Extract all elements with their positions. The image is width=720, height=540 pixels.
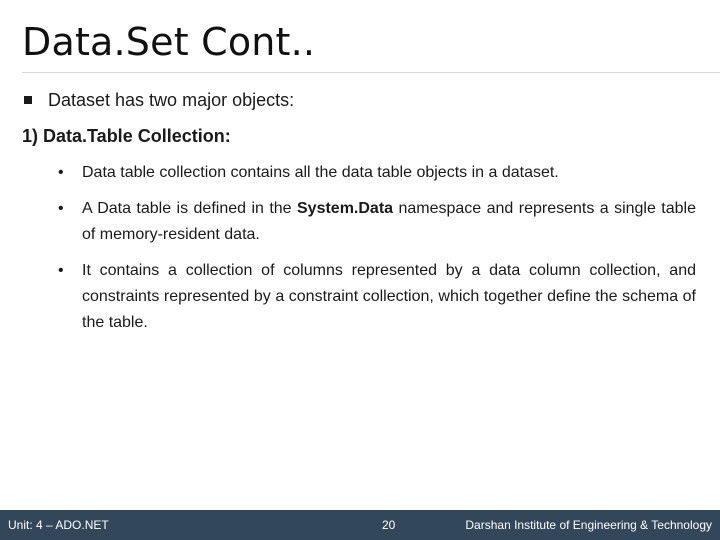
bullet-item xyxy=(56,258,696,336)
bullet-text: Data table collection contains all the data table objects in a dataset. xyxy=(82,164,559,181)
bullet-item xyxy=(56,196,696,248)
bullet-text-before: A Data table is defined in the xyxy=(82,200,297,217)
bullet-dot-icon: • xyxy=(58,164,64,181)
bullet-text: It contains a collection of columns represented by a data column collection, and constraints represented by a constraint collection, which together define the schema of the table. xyxy=(82,262,696,331)
footer-bar xyxy=(0,510,720,540)
square-bullet-icon xyxy=(24,96,32,104)
bullet-text-after: namespace and represents a single table of memory-resident data. xyxy=(82,200,697,243)
section-heading: 1) Data.Table Collection: xyxy=(22,126,231,146)
bullet-text-bold: System.Data xyxy=(297,200,394,217)
intro-text: Dataset has two major objects: xyxy=(48,90,295,110)
title-divider xyxy=(22,72,720,73)
footer-page-number: 20 xyxy=(382,518,396,532)
footer-unit: Unit: 4 – ADO.NET xyxy=(8,518,109,532)
bullet-list xyxy=(56,160,696,346)
footer-institute: Darshan Institute of Engineering & Technology xyxy=(465,518,712,532)
slide-title: Data.Set Cont.. xyxy=(22,20,316,64)
bullet-dot-icon: • xyxy=(58,200,64,217)
bullet-dot-icon: • xyxy=(58,262,64,279)
bullet-item xyxy=(56,160,696,186)
